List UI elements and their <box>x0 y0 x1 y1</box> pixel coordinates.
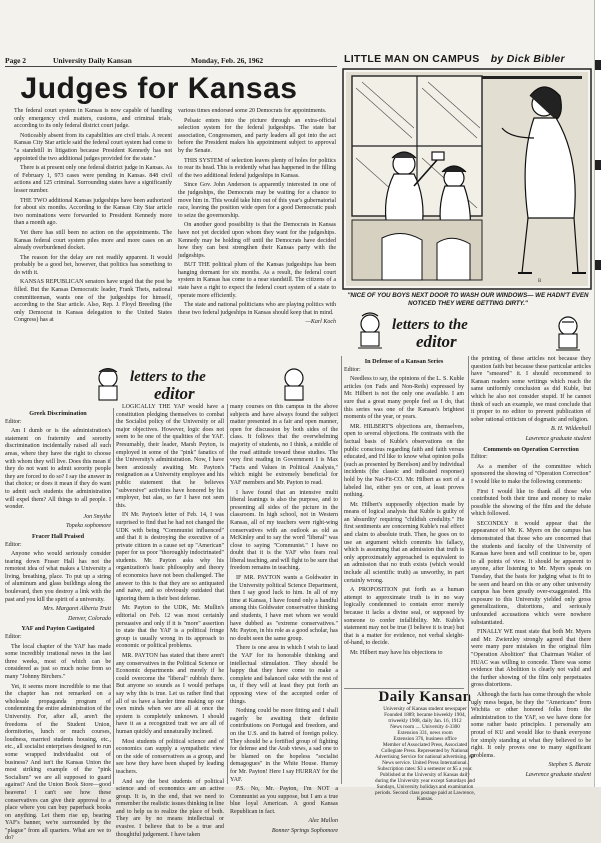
letters-column-d <box>344 356 464 688</box>
cartoon-series-name: LITTLE MAN ON CAMPUS <box>344 53 480 65</box>
paragraph: The state and national politicians who are playing politics with these two federal judgeships in Kansas should keep that in mind. <box>178 302 336 316</box>
svg-text:B: B <box>538 279 542 284</box>
column-divider <box>227 404 228 784</box>
paragraph: There is one area in which I wish to laud the YAF for its honorable thinking and intellectual stimulation. They should be happy that they have come to make a complete and balanced cake with the rest of us, if they will at least they put forth an opposing view of the accepted order of things. <box>230 645 338 705</box>
paragraph: the printing of these articles not because they question faith but because these particular articles have "smeared" it. I should recommend to Kansan readers some writings which reach the same uniformly conclusion as did Kuble, but which he also not consider stupid. If he cannot think of such an example, we must conclude that it proper to no editor to prevent publication of sober rational criticism of dogmatic and religion. <box>471 356 591 423</box>
adjacent-page-edge <box>594 0 601 787</box>
paragraph: Noticeably absent from its capabilities are civil trials. A recent Kansas City Star article said the federal court system had come to "a standstill in litigation because President Kennedy has not appointed the two additional judges provided for the state." <box>14 132 172 162</box>
paragraph: Most students of political science and of economics can supply a sympathetic view on the side of conservatives as a group, and see how they have been shaped by leading teachers. <box>116 738 224 775</box>
paragraph: P.S. No, Mr. Payton, I'm NOT a Communist as you suppose, but I am a true blue loyal American. A good Kansas Republican in fact. <box>230 786 338 815</box>
letter-signature: Alec Mallon <box>308 818 338 825</box>
letters-column-c <box>230 404 338 835</box>
letters-heading-right <box>392 318 468 350</box>
paragraph: The federal court system in Kansas is now capable of handling only emergency civil matters, customs, and criminal trials, according to its only federal district court judge. <box>14 108 172 130</box>
page-number: Page 2 <box>5 56 27 65</box>
paragraph: IF MR. PAYTON wants a Goldwater in the University political Science Department, then I say good luck to him. In all of my time at Kansas, I have found only a handful among this Goldwater conservative thinking and students, I have met whom we would have dubbed as "extreme conservatives." Mr. Payton, in his role as a good scholar, has no doubt seen the same group. <box>230 575 338 642</box>
paragraph: I have found that an intensive multi liberal leanings is also the purpose, and to presenting all sides of the picture in the classroom. In high school, not in Western Kansas, all of my teachers were right-wing conservatives with an outlook as old as McKinley and to say the word "liberal" was close to saying "Communist." I have no doubt that it is the YAF who fears real liberal teaching, and will fight to be sure that freedom remains in teaching. <box>230 489 338 572</box>
issue-date: Monday, Feb. 26, 1962 <box>191 56 264 65</box>
paragraph: many courses on this campus in the above subjects and have always found the subject matter presented in a fair and open manner, open for discussion by both sides of the class. It follows that the overwhelming majority of students, no I think, a middle of the road attitude toward these studies. The very first reading in Government I is Max "Facts and Values in Political Analysis," which might be extremely beneficial for YAF members and Mr. Payton to read. <box>230 404 338 486</box>
paragraph: Editor: <box>471 454 488 461</box>
paper-name: University Daily Kansan <box>53 56 132 65</box>
paragraph: Mr. Hilbert's supposedly objection made by means of logical analysis that Kuble is guilty of an 'absurdity' requiring "childish credulity." He first sentiments are concerning Kuble's real effect and claim to absolute truth. Then, he goes on to use an argument which commits his fallacy, which is assuming that an admission that truth is only approximately approached is equivalent to an admission that no truth exists (which would include all scientific truth) as unworthy, in part certainly wrong. <box>344 501 464 584</box>
daily-kansan-nameplate <box>373 689 477 802</box>
letters-heading-left-line1: letters to the <box>130 369 206 385</box>
letters-heading-left <box>130 370 206 402</box>
paragraph: Pelsatc enters into the picture through an extra-official selection system for the federal judgeships. The state bar association, Congressmen, and party leaders all got into the act before the President makes his appointment subject to approval by the Senate. <box>178 117 336 154</box>
paragraph: KANSAS REPUBLICAN senators have urged that the post be filled. But the Kansas Democratic leader, Frank Theis, national committeeman, wants one of the judgeships for himself, according to the Star article. Also, Rep. J. Floyd Breeding (the only Democrat in Kansas delegation to the United States Congress) has at <box>14 279 172 324</box>
letter-signature: Stephen S. Buratz <box>548 762 591 769</box>
paragraph: MR. PAYTON has stated that there aren't any conservatives in the Political Science or Economic departments and merely if he could overcome the "liberal" rubbish there. But anyone so sounds as I would perhaps say why this is true. Let us rather find that all of us have a harder time making up our own minds when we are all at once the system is completely unknown. I should have it as a recognized trait we are all of human quickly and unnaturally inclined. <box>116 653 224 735</box>
letters-column-a <box>5 408 111 842</box>
paragraph: Although the facts has come through the whole ugly mess began, be they the "Americans" from Wichita or other honored folks from the administration to the YAF, so we have done for some rather basic principles. I personally am proud of KU and would like to thank everyone for simply standing at what they believed to be right. It only proves one to many significant problems. <box>471 691 591 759</box>
editor-mascot-right-icon-2 <box>274 366 314 404</box>
paragraph: Yet there has still been no action on the appointments. The Kansas federal court system piles more and more cases on an already overburdened docket. <box>14 229 172 252</box>
paragraph: The reason for the delay are not readily apparent. It would probably be a good bet, however, that politics has something to do with it. <box>14 254 172 276</box>
paragraph: Needless to say, the opinions of the L. S. Kuble articles (on Fads and Non-Reds) expressed by Mr. Hilbert is not the only one available. I am sure that a great many people feel as I do, that this series was one of the Kansan's brightest moments of the year, or years. <box>344 376 464 421</box>
paragraph: As a member of the committee which sponsored the showing of "Operation Correction" I would like to make the following comments: <box>471 463 591 485</box>
nameplate-line: University of Kansas student newspaper <box>383 706 467 712</box>
letter-heading: In Defense of a Kansan Series <box>364 358 444 365</box>
nameplate-line: Extension 331, news room <box>397 730 453 736</box>
paragraph: LOGICALLY THE YAF would have a constitution pledging themselves to combat the Socialist policy of the University or all major objectives. However, logic does not seem to be one of the qualities of the YAF. Presumably, their leader, Marsh Peyton, is employed in some of the "pink" fanatics of the University's administration. Now, I have been anxiously awaiting Mr. Payton's resignation as a University employee and his public statement that he believes "subversive" activities have honored by his employer, but alas, so far I have not seen this. <box>116 404 224 509</box>
column-divider <box>113 408 114 784</box>
paragraph: The local chapter of the YAF has made some incredibly irrational news in the last three weeks, most of which can be considered as just so much noise from so many "Johnny Birchers." <box>5 643 111 680</box>
editor-mascot-right-icon <box>548 314 588 352</box>
editorial-headline: Judges for Kansas <box>20 72 298 105</box>
nameplate-line: Founded 1889; became biweekly 1904, <box>384 712 466 718</box>
paragraph: SECONDLY it would appear that the appearance of Mr. K. Myers on the campus has demonstrated that those who are concerned that the students and faculty of the University of Kansas have been and will continue to be, open to all points of view. It should be apparent to anyone, after listening to Mr. Myers speak on Tuesday, that the basis for judging what is fit to be seen and heard on this or any other university campus has been greatly over-exaggerated. His exposure to this University yielded only gross generalizations, distortions, and seriously unfounded accusations which were nowhere substantiated. <box>471 520 591 626</box>
paragraph: First I would like to thank all those who contributed both their time and money to make possible the showing of the film and the debate which followed. <box>471 488 591 518</box>
letter-heading: YAF and Payton Castigated <box>21 625 95 633</box>
paragraph: IN Mr. Payton's letter of Feb. 14, I was surprised to find that he had not changed the UDK with being "Communist influenced" and that it is destroying the executive of a private citizen in a cause set up "American" paper for us poor "thoroughly indoctrinated" students. Mr. Payton asks why his organization's basic philosophy and theory of economics have not been challenged. The answer to this is that they are so antiquated and naive, and so obviously outdated that ignoring them is their best defense. <box>116 512 224 602</box>
paragraph: Yet, it seems more incredible to me that the chapter has not remarked on a wholesale propaganda program of condemning the entire administration of the University. For, after all, aren't the freedoms of the Student Union, dormitories, lunch or much courses, loudness, married students housing, etc., etc., all socialist enterprises designed to run some wrapped individualist out of business? And isn't the Kansas Union the most striking example of the "pink Socialism" we are all supposed to guard against? And the Union Book Store—good heavens! I can't see how these conservatives can give their approval to a place where you can buy paperback books on anything. Let them rise up, bearing YAF's banner, we're surrounded by the "plague" from all quarters. What are we to do? <box>5 683 111 842</box>
letter-heading: Comments on Operation Correction <box>483 445 579 453</box>
paragraph: Since Gov. John Anderson is apparently interested in one of the judgeships, the Democrats may be waiting for a chance to move him in. This would take him out of this year's gubernatorial race, leaving the position wide open for a good Democratic push to seize the governorship. <box>178 182 336 219</box>
cartoon-byline: by Dick Bibler <box>490 53 565 65</box>
editorial-column-2 <box>178 108 336 370</box>
cartoon-illustration <box>342 68 592 290</box>
paragraph: Anyone who would seriously consider tearing down Fraser Hall has not the remotest idea of what makes a University a living, breathing, place. To put up a string of aluminum and glass buildings along the boulevard, then you destroy a link with the past and you kill the spirit of a university. <box>5 551 111 603</box>
letter-signature-town: Lawrence graduate student <box>525 771 591 778</box>
letters-column-b <box>116 404 224 838</box>
paragraph: Mr. Hilbert may have his objections to <box>350 649 443 656</box>
paragraph: Am I dumb or is the administration's statement on fraternity and sorority discrimination incidentally raised all such areas, where they have the right to choose with whom they will live. Does this mean if they do not want to admit sorority people they are forced to do so? I say the answer in that choice; or does it mean if they do want to admit such students the administration will expel them? All things to all people. I wonder. <box>5 428 111 511</box>
editorial-column-1 <box>14 108 172 370</box>
paragraph: THE TWO additional Kansas judgeships have been authorized for about six months. According to the Kansas City Star article two nominations were forwarded to President Kennedy more than a month ago. <box>14 197 172 227</box>
letter-signature: Mrs. Margaret Alberta Truit <box>43 606 111 613</box>
paragraph: On another good possibility is that the Democrats in Kansas have not yet decided upon whom they want for the judgeships. Kennedy may be holding off until the Democrats have decided how they can best strengthen their Kansas party with the judgeships. <box>178 222 336 259</box>
masthead-rule <box>5 66 337 67</box>
nameplate-line: Member of Associated Press, Associated Collegiate Press. Represented by National Advertising Service for national advertising. AP News service. United Press International. Subscription rates: $3 a semester or $5 a year. Published at the University of Kansas daily during the University year except Saturdays and Sundays, University holidays and examination periods. Second class postage paid at Lawrence, Kansas. <box>375 742 475 802</box>
letters-heading-right-line1: letters to the <box>392 317 468 333</box>
paragraph: BUT THE political plum of the Kansas judgeships has been hanging dormant for six months. As a result, the federal court system in Kansas has come to a near standstill. The citizens of a state have a right to expect the federal court system of a state to operate more efficiently. <box>178 262 336 299</box>
cartoon-caption: "NICE OF YOU BOYS NEXT DOOR TO WASH OUR WINDOWS— WE HADN'T EVEN NOTICED THEY WERE GETTING DIRTY." <box>347 292 589 307</box>
letters-heading-left-line2: editor <box>154 384 195 403</box>
paragraph: Editor: <box>5 634 22 641</box>
paragraph: Mr. Payton to the UDK, Mr. Mullin's editorial on Feb. 12 was most certainly persuasive and only if it is "more" assertion to state that the YAF is a political fringe group is usually wrong in its approach to economic or political problems. <box>116 605 224 650</box>
letter-signature: B. H. Wildenhall <box>551 426 591 433</box>
paragraph: And say the best students of political science and of economics are an active group. It is, in the end, that we need to remember the realistic issues thinking in line and to help us to realize the place of both. They are by no means intellectual or evasive. I believe that to be a true and thoughtful judgement. I have taken <box>116 778 224 838</box>
column-divider <box>341 356 342 784</box>
paragraph: A PROPOSITION put forth as a human attempt to approximate truth is in no way logically condemned to contain error merely because it lacks a divine seal, or supposed by someone to confer infallibility. Mr. Kuble's statement may not be true (I believe it is true) but that is a matter for evidence, not verbal sleight-of-hand, to decide. <box>344 587 464 647</box>
paragraph: Editor: <box>5 418 22 425</box>
letter-signature: Topeka sophomore <box>65 523 111 530</box>
paragraph: Editor: <box>5 541 22 548</box>
paragraph: various times endorsed some 20 Democrats for appointments. <box>178 108 327 114</box>
letters-heading-right-line2: editor <box>416 332 457 351</box>
editorial-signature: —Karl Koch <box>305 319 336 326</box>
letter-signature-town: Lawrence graduate student <box>525 435 591 442</box>
letter-heading: Greek Discrimination <box>29 410 87 417</box>
paragraph: MR. HILBERT'S objections are, themselves, open to several objections. He contrasts with the factual basis of Kuble's observations on the public conscious regarding faith and faith versus educated, and I'd like to know what opinion polls (such as presented by Berelson) and by individual incidents (the classic and indicated response) hold by the Nat-Fit-CO. Mr. Hilbert as sort of a labeled list, either yes or con, at least proves nothing. <box>344 423 464 499</box>
nameplate-line: News room .... University 4-3300 <box>390 724 460 730</box>
nameplate-title: Daily Kansan <box>378 689 472 705</box>
nameplate-line: triweekly 1908, daily Jan. 16, 1912 <box>388 718 462 724</box>
paragraph: Nothing could be more fitting and I shall eagerly be awaiting their definite contributions on Portugal and freedom, and on the U.S. and its hatred of foreign policy. They should be a fortified group of fighting for defense and the Arab views, a sad one to be blamed on the hopeless "socialist demagogues" in the White House. Hurray for Mr. Payton! Here I say HURRAY for the YAF. <box>230 708 338 783</box>
paragraph: Editor: <box>344 366 361 373</box>
column-divider <box>468 356 469 784</box>
cartoon-title <box>344 53 592 65</box>
paragraph: THIS SYSTEM of selection leaves plenty of holes for politics to rear its head. This is evidently what has happened in the filling of the two additional federal judgeships in Kansas. <box>178 157 336 179</box>
editor-mascot-left-icon <box>350 312 390 350</box>
letter-signature: Denver, Colorado <box>68 615 111 622</box>
nameplate-info <box>373 706 477 802</box>
letter-signature: Jon Smythe <box>83 513 111 520</box>
paragraph: FINALLY WE must state that both Mr. Myers and Mr. Zwierzley strongly agreed that there were many pure mistakes in the original film "Operation Abolition" that Chairman Walter of HUAC was willing to concede. There was some evidence that Abolition is clearly not valid and the further showing of the film only perpetuates gross distortions. <box>471 629 591 689</box>
nameplate-line: Extension 376, business office <box>393 736 457 742</box>
editor-mascot-left-icon-2 <box>88 366 128 404</box>
letters-column-e <box>471 356 591 784</box>
letter-heading: Fracer Hall Praised <box>31 532 85 540</box>
paragraph: There is at present only one federal district judge in Kansas. As of February 1, 973 cases were pending in Kansas. 848 civil actions and 125 criminal. Surrounding states have a significantly lesser number. <box>14 165 172 194</box>
letter-signature-town: Bonner Springs Sophomore <box>271 828 338 835</box>
